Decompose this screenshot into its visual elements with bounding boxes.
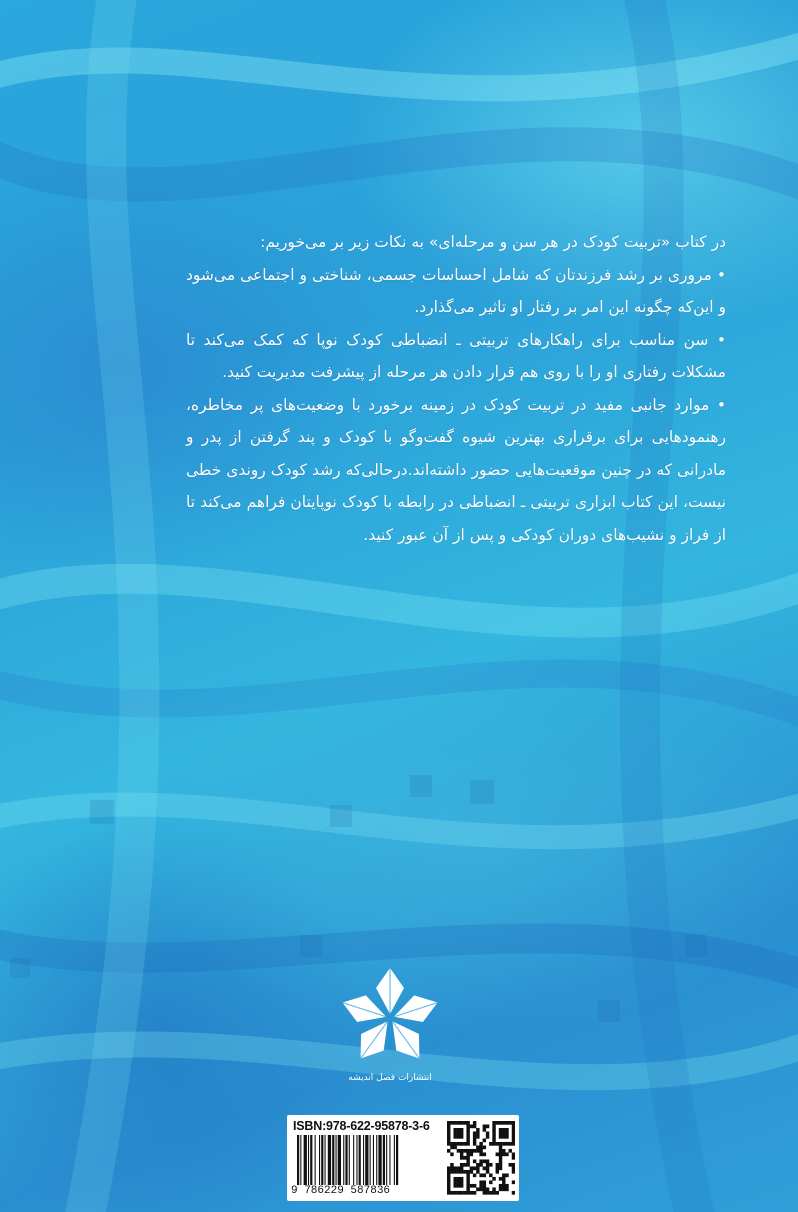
qr-module [505,1187,508,1191]
qr-module [496,1166,499,1170]
barcode-bar [328,1135,331,1185]
qr-module [453,1142,456,1146]
qr-module [476,1128,479,1132]
barcode-bar [308,1135,309,1185]
qr-module [492,1187,495,1191]
qr-module [453,1191,456,1195]
qr-module [453,1121,456,1125]
barcode-bar [310,1135,312,1185]
qr-module [453,1145,456,1149]
barcode-bar [345,1135,347,1185]
qr-module [512,1131,515,1135]
qr-module [476,1131,479,1135]
qr-module [502,1180,505,1184]
qr-module [450,1170,453,1174]
qr-module [499,1166,502,1170]
back-cover-description [186,226,726,551]
qr-module [473,1135,476,1139]
qr-module [457,1177,460,1181]
qr-module [512,1163,515,1167]
qr-module [489,1163,492,1167]
qr-module [473,1131,476,1135]
barcode-bar [396,1135,398,1185]
qr-module [463,1170,466,1174]
qr-module [512,1128,515,1132]
qr-code-icon [447,1121,515,1195]
qr-module [496,1170,499,1174]
qr-module [473,1184,476,1188]
qr-module [476,1135,479,1139]
barcode-bar [383,1135,385,1185]
qr-module [466,1152,469,1156]
qr-module [502,1142,505,1146]
barcode-digits: 9 786229 587836 [291,1185,391,1197]
qr-module [460,1166,463,1170]
qr-module [450,1145,453,1149]
qr-module [466,1170,469,1174]
qr-module [460,1128,463,1132]
qr-module [505,1152,508,1156]
qr-module [505,1128,508,1132]
qr-module [483,1173,486,1177]
qr-module [499,1142,502,1146]
qr-module [499,1156,502,1160]
qr-module [479,1145,482,1149]
qr-module [450,1191,453,1195]
barcode-bar [325,1135,326,1185]
barcode-bar [376,1135,377,1185]
qr-module [483,1187,486,1191]
barcode-bar [378,1135,381,1185]
qr-module [447,1138,450,1142]
qr-module [460,1191,463,1195]
barcode-bar [300,1135,301,1185]
qr-module [473,1191,476,1195]
qr-module [476,1166,479,1170]
qr-module [466,1184,469,1188]
qr-module [499,1177,502,1181]
qr-module [496,1191,499,1195]
barcode-bar [353,1135,354,1185]
qr-module [460,1149,463,1153]
qr-module [483,1138,486,1142]
qr-module [486,1135,489,1139]
qr-module [470,1184,473,1188]
barcode-bar [304,1135,307,1185]
qr-module [499,1152,502,1156]
qr-module [505,1121,508,1125]
qr-module [476,1145,479,1149]
barcode-bar [389,1135,390,1185]
qr-module [502,1173,505,1177]
qr-module [447,1180,450,1184]
qr-module [460,1131,463,1135]
qr-module [483,1145,486,1149]
qr-module [512,1170,515,1174]
qr-module [460,1135,463,1139]
barcode-bar [373,1135,374,1185]
qr-module [502,1149,505,1153]
qr-module [499,1131,502,1135]
qr-module [483,1180,486,1184]
qr-module [505,1135,508,1139]
qr-module [466,1142,469,1146]
qr-module [489,1142,492,1146]
qr-module [502,1184,505,1188]
qr-module [466,1187,469,1191]
qr-module [460,1163,463,1167]
qr-module [466,1173,469,1177]
barcode-bar [332,1135,334,1185]
qr-module [496,1142,499,1146]
qr-module [460,1177,463,1181]
qr-module [457,1184,460,1188]
qr-module [457,1135,460,1139]
qr-module [502,1177,505,1181]
barcode-bar [370,1135,371,1185]
qr-module [466,1131,469,1135]
qr-module [476,1187,479,1191]
qr-module [483,1128,486,1132]
qr-module [479,1187,482,1191]
qr-module [473,1121,476,1125]
barcode-bar [394,1135,395,1185]
qr-module [473,1124,476,1128]
qr-module [492,1128,495,1132]
qr-module [447,1135,450,1139]
qr-module [476,1149,479,1153]
qr-module [466,1177,469,1181]
qr-module [479,1163,482,1167]
qr-module [512,1191,515,1195]
qr-module [463,1156,466,1160]
qr-module [499,1149,502,1153]
qr-module [502,1152,505,1156]
barcode-bar [321,1135,323,1185]
qr-module [486,1166,489,1170]
qr-module [450,1163,453,1167]
qr-module [496,1152,499,1156]
barcode-bar [336,1135,337,1185]
qr-module [502,1135,505,1139]
qr-module [509,1121,512,1125]
qr-module [512,1138,515,1142]
qr-module [476,1170,479,1174]
qr-module [457,1166,460,1170]
isbn-number: ISBN:978-622-95878-3-6 [293,1119,430,1133]
qr-module [447,1173,450,1177]
qr-module [463,1142,466,1146]
qr-module [512,1166,515,1170]
barcode-bar [297,1135,299,1185]
qr-module [460,1121,463,1125]
qr-module [463,1191,466,1195]
qr-module [483,1184,486,1188]
qr-module [457,1191,460,1195]
qr-module [447,1142,450,1146]
barcode-bars [293,1135,441,1187]
qr-module [470,1149,473,1153]
qr-module [492,1191,495,1195]
qr-module [476,1163,479,1167]
qr-module [447,1170,450,1174]
qr-module [460,1180,463,1184]
qr-module [505,1184,508,1188]
qr-module [466,1163,469,1167]
qr-module [473,1173,476,1177]
intro-text: در کتاب «تربیت کودک در هر سن و مرحله‌ای» به نکات زیر بر می‌خوریم: [260,233,726,251]
qr-module [483,1152,486,1156]
qr-module [486,1124,489,1128]
qr-module [509,1149,512,1153]
qr-module [447,1128,450,1132]
qr-module [470,1152,473,1156]
qr-module [502,1128,505,1132]
qr-module [499,1121,502,1125]
qr-module [496,1121,499,1125]
qr-module [457,1128,460,1132]
barcode-bar [349,1135,350,1185]
qr-module [473,1166,476,1170]
qr-module [453,1131,456,1135]
qr-module [466,1138,469,1142]
qr-module [509,1142,512,1146]
qr-module [492,1135,495,1139]
qr-module [473,1159,476,1163]
qr-module [486,1159,489,1163]
barcode-bar [359,1135,361,1185]
qr-module [492,1142,495,1146]
qr-module [470,1191,473,1195]
qr-module [483,1166,486,1170]
qr-module [502,1131,505,1135]
qr-module [483,1124,486,1128]
qr-module [460,1152,463,1156]
publisher-name: انتشارات فصل اندیشه [348,1073,432,1083]
qr-module [460,1170,463,1174]
barcode-bar [386,1135,387,1185]
qr-module [505,1131,508,1135]
qr-module [453,1170,456,1174]
qr-module [447,1187,450,1191]
qr-module [470,1124,473,1128]
qr-module [450,1142,453,1146]
qr-module [466,1135,469,1139]
qr-module [486,1170,489,1174]
qr-module [479,1159,482,1163]
qr-module [499,1163,502,1167]
qr-module [499,1159,502,1163]
qr-module [457,1180,460,1184]
qr-module [486,1187,489,1191]
qr-module [492,1121,495,1125]
qr-module [453,1177,456,1181]
qr-module [479,1180,482,1184]
qr-module [460,1142,463,1146]
qr-module [499,1187,502,1191]
qr-module [453,1166,456,1170]
qr-module [457,1142,460,1146]
qr-module [466,1180,469,1184]
qr-module [479,1149,482,1153]
qr-module [453,1128,456,1132]
qr-module [483,1159,486,1163]
qr-module [466,1156,469,1160]
qr-module [492,1138,495,1142]
qr-module [457,1149,460,1153]
barcode-bar [319,1135,320,1185]
qr-module [447,1177,450,1181]
qr-module [509,1163,512,1167]
bullet-item: • مروری بر رشد فرزندتان که شامل احساسات جسمی، شناختی و اجتماعی می‌شود و این‌که چگونه این امر بر رفتار او تاثیر می‌گذارد. [186,265,726,316]
qr-module [470,1166,473,1170]
qr-module [447,1184,450,1188]
qr-module [499,1135,502,1139]
qr-module [463,1163,466,1167]
barcode-bar [363,1135,364,1185]
qr-module [447,1131,450,1135]
qr-module [512,1124,515,1128]
qr-module [499,1145,502,1149]
qr-module [457,1121,460,1125]
qr-module [473,1149,476,1153]
qr-module [466,1149,469,1153]
qr-module [505,1173,508,1177]
qr-module [489,1191,492,1195]
qr-module [466,1191,469,1195]
qr-module [450,1121,453,1125]
qr-module [463,1149,466,1153]
qr-module [492,1131,495,1135]
qr-module [450,1152,453,1156]
qr-module [460,1156,463,1160]
qr-module [457,1131,460,1135]
qr-module [486,1131,489,1135]
qr-module [483,1191,486,1195]
qr-module [479,1152,482,1156]
qr-module [470,1170,473,1174]
barcode-bar [365,1135,368,1185]
qr-module [460,1184,463,1188]
qr-module [489,1173,492,1177]
qr-module [447,1191,450,1195]
qr-module [512,1142,515,1146]
qr-module [486,1191,489,1195]
barcode-bar [343,1135,344,1185]
qr-module [453,1135,456,1139]
qr-module [450,1166,453,1170]
barcode-bar [315,1135,316,1185]
qr-module [447,1121,450,1125]
qr-module [453,1180,456,1184]
qr-module [453,1184,456,1188]
qr-module [463,1121,466,1125]
qr-module [466,1124,469,1128]
qr-module [492,1177,495,1181]
qr-module [512,1135,515,1139]
qr-module [447,1149,450,1153]
qr-module [466,1159,469,1163]
barcode-bar [338,1135,341,1185]
qr-module [457,1170,460,1174]
qr-module [512,1180,515,1184]
qr-module [466,1128,469,1132]
barcode-bar [356,1135,357,1185]
qr-module [486,1163,489,1167]
qr-module [502,1187,505,1191]
qr-module [479,1184,482,1188]
qr-module [512,1121,515,1125]
qr-module [496,1163,499,1167]
qr-module [512,1156,515,1160]
qr-module [479,1173,482,1177]
qr-module [473,1142,476,1146]
qr-module [499,1128,502,1132]
qr-module [499,1184,502,1188]
qr-module [512,1152,515,1156]
bullet-item: • موارد جانبی مفید در تربیت کودک در زمینه برخورد با وضعیت‌های پر مخاطره، رهنمودهایی برای برقراری بهترین شیوه گفت‌وگو با کودک و پند گرفتن از پدر و مادرانی که در چنین موقعیت‌هایی حضور داشته‌اند.درحالی‌که رشد کودک روندی خطی نیست، این کتاب ابزاری تربیتی ـ انضباطی در رابطه با کودک نوپایتان فراهم می‌کند تا از فراز و نشیب‌های دوران کودکی و پس از آن عبور کنید. [186,395,726,544]
qr-module [466,1121,469,1125]
qr-module [492,1124,495,1128]
qr-module [479,1142,482,1146]
qr-module [502,1121,505,1125]
qr-module [489,1180,492,1184]
bullet-item: • سن مناسب برای راهکارهای تربیتی ـ انضباطی کودک نوپا که کمک می‌کند تا مشکلات رفتاری او را با روی هم قرار دادن هر مرحله از پیشرفت مدیریت کنید. [186,330,726,381]
qr-module [505,1142,508,1146]
qr-module [447,1124,450,1128]
isbn-barcode-label [287,1115,519,1201]
qr-module [447,1166,450,1170]
qr-module [473,1138,476,1142]
